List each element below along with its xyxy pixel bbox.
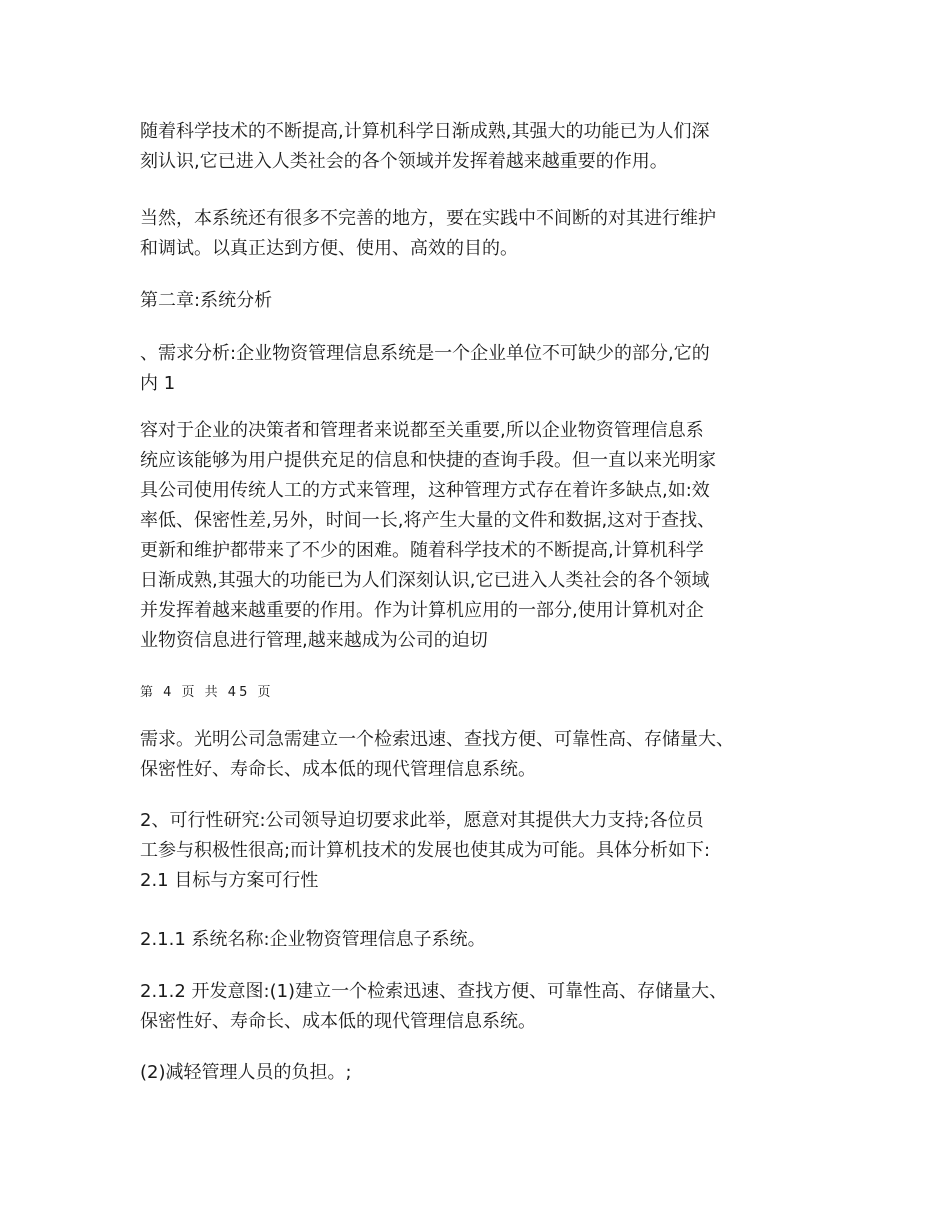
paragraph-intro	[140, 117, 830, 177]
paragraph-need	[140, 725, 830, 785]
heading-text: 第二章:系统分析	[140, 290, 273, 311]
text-line: 需求。光明公司急需建立一个检索迅速、查找方便、可靠性高、存储量大、	[140, 729, 734, 750]
text-line: 容对于企业的决策者和管理者来说都至关重要,所以企业物资管理信息系	[140, 420, 704, 441]
text-line: 、需求分析:企业物资管理信息系统是一个企业单位不可缺少的部分,它的	[140, 343, 710, 364]
text-line: 日渐成熟,其强大的功能已为人们深刻认识,它已进入人类社会的各个领域	[140, 570, 710, 591]
chapter-heading	[140, 286, 830, 316]
text-line: 统应该能够为用户提供充足的信息和快捷的查询手段。但一直以来光明家	[140, 450, 716, 471]
text-line: 当然，本系统还有很多不完善的地方，要在实践中不间断的对其进行维护	[140, 208, 716, 229]
text-line: 2、可行性研究:公司领导迫切要求此举，愿意对其提供大力支持;各位员	[140, 810, 704, 831]
page-number-footer: 第 4 页 共 45 页	[140, 685, 274, 700]
text-line: 保密性好、寿命长、成本低的现代管理信息系统。	[140, 759, 536, 780]
text-line: 2.1.1 系统名称:企业物资管理信息子系统。	[140, 929, 486, 950]
subheading-text: 2.1 目标与方案可行性	[140, 870, 319, 891]
text-line: 2.1.2 开发意图:(1)建立一个检索迅速、查找方便、可靠性高、存储量大、	[140, 981, 728, 1002]
text-line: 工参与积极性很高;而计算机技术的发展也使其成为可能。具体分析如下:	[140, 840, 711, 861]
paragraph-development-intent	[140, 977, 830, 1037]
text-line: 保密性好、寿命长、成本低的现代管理信息系统。	[140, 1011, 536, 1032]
text-line: 具公司使用传统人工的方式来管理，这种管理方式存在着许多缺点,如:效	[140, 480, 710, 501]
paragraph-requirements	[140, 339, 830, 399]
paragraph-conclusion	[140, 204, 830, 264]
text-line: 率低、保密性差,另外，时间一长,将产生大量的文件和数据,这对于查找、	[140, 510, 716, 531]
text-line: 和调试。以真正达到方便、使用、高效的目的。	[140, 238, 518, 259]
text-line: (2)减轻管理人员的负担。;	[140, 1062, 352, 1083]
text-line: 内 1	[140, 373, 176, 394]
paragraph-system-name	[140, 925, 830, 955]
text-line: 刻认识,它已进入人类社会的各个领域并发挥着越来越重要的作用。	[140, 151, 668, 172]
paragraph-feasibility	[140, 806, 830, 896]
paragraph-requirements-body	[140, 416, 830, 656]
text-line: 更新和维护都带来了不少的困难。随着科学技术的不断提高,计算机科学	[140, 540, 704, 561]
paragraph-reduce-burden	[140, 1058, 830, 1088]
text-line: 随着科学技术的不断提高,计算机科学日渐成熟,其强大的功能已为人们深	[140, 121, 710, 142]
text-line: 业物资信息进行管理,越来越成为公司的迫切	[140, 630, 488, 651]
text-line: 并发挥着越来越重要的作用。作为计算机应用的一部分,使用计算机对企	[140, 600, 704, 621]
